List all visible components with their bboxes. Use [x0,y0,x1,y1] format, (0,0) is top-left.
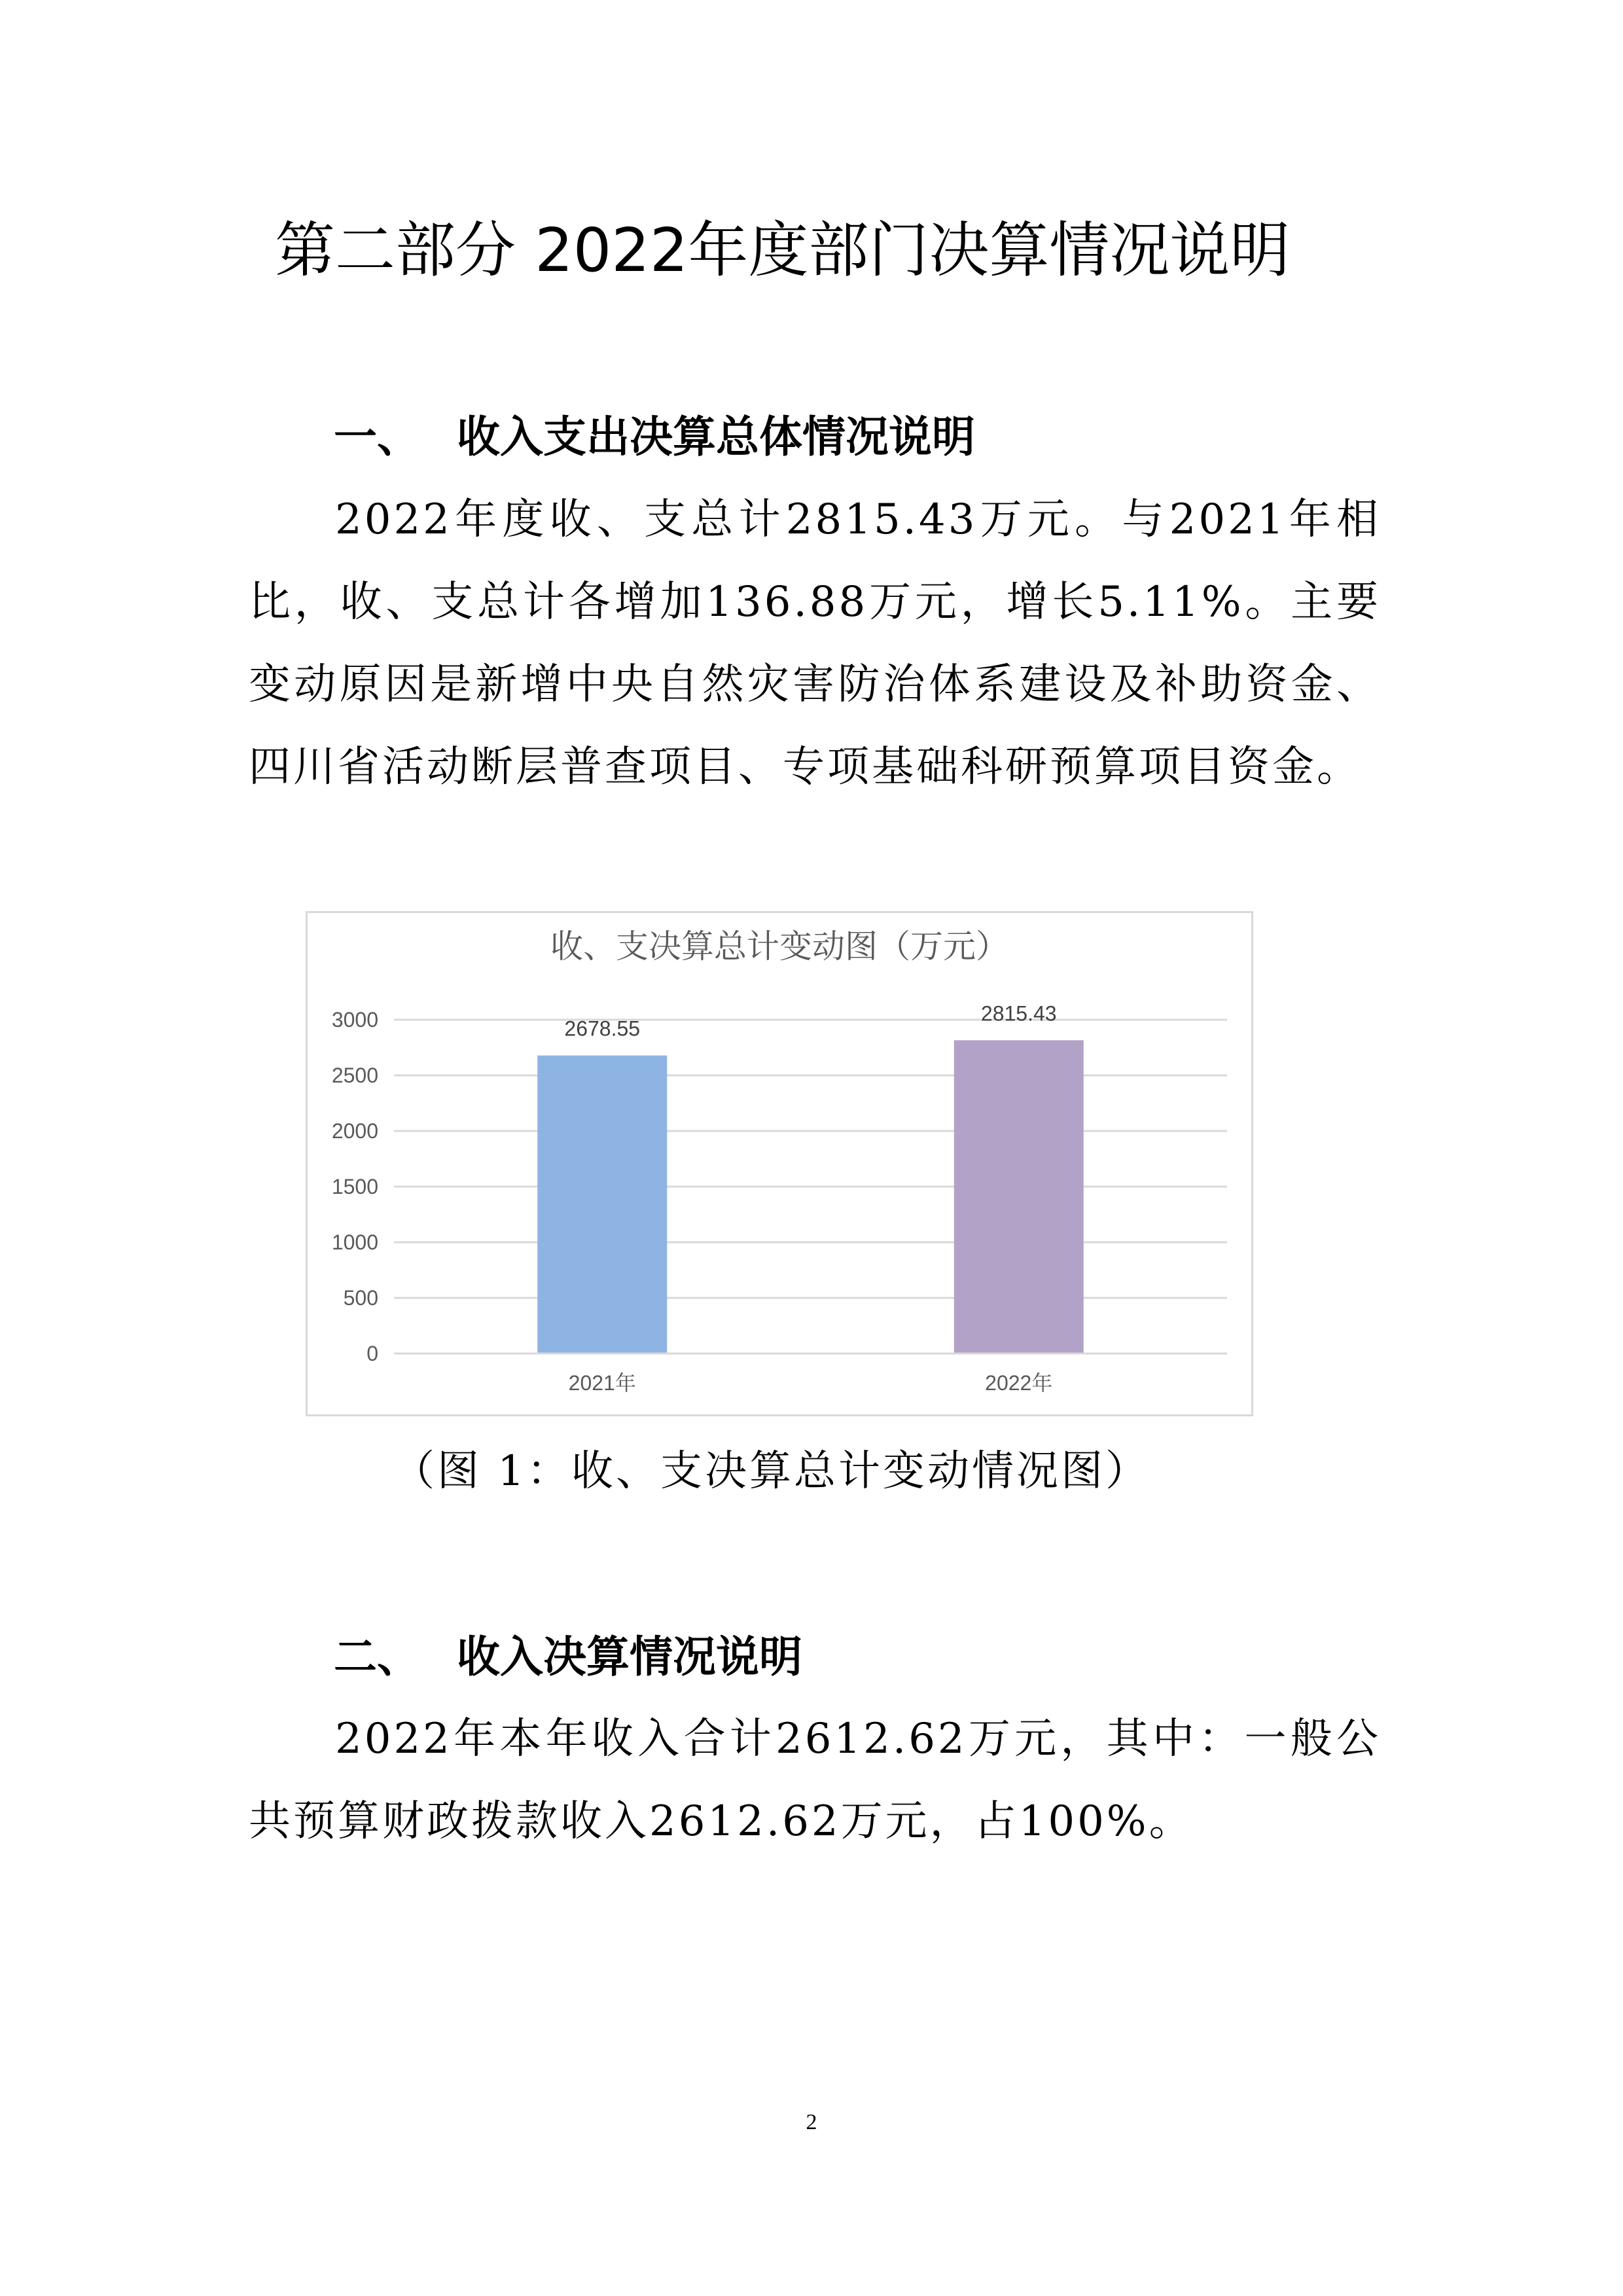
y-tick-label: 500 [343,1286,378,1310]
section-heading-2-text: 收入决算情况说明 [457,1632,802,1682]
data-label: 2815.43 [980,1001,1057,1026]
bar-1 [537,1056,667,1354]
page-title: 第二部分 2022年度部门决算情况说明 [275,215,1291,285]
section-heading-1-text: 收入支出决算总体情况说明 [457,412,975,462]
bar-chart [308,913,1251,1414]
chart-gridlines [394,1020,1227,1354]
x-tick-label: 2022年 [985,1371,1053,1395]
y-tick-label: 2500 [331,1064,378,1087]
chart-x-axis [569,1371,1053,1395]
y-tick-label: 0 [366,1342,378,1365]
section-1-paragraph: 2022年度收、支总计2815.43万元。与2021年相比，收、支总计各增加136.88万元，增长5.11%。主要变动原因是新增中央自然灾害防治体系建设及补助资金、四川省活动断层普查项目、专项基础科研预算项目资金。 [249,495,1381,791]
page-number: 2 [806,2110,817,2134]
figure-caption: （图 1：收、支决算总计变动情况图） [393,1447,1150,1496]
section-heading-2 [334,1626,802,1689]
chart-data-labels [564,1001,1056,1040]
y-tick-label: 1000 [331,1230,378,1254]
chart-bars [537,1040,1084,1354]
y-tick-label: 2000 [331,1119,378,1143]
chart-container [306,911,1253,1416]
section-2-paragraph: 2022年本年收入合计2612.62万元，其中：一般公共预算财政拨款收入2612.62万元，占100%。 [249,1715,1381,1846]
section-number-1: 一、 [334,412,420,462]
section-heading-1 [334,406,975,469]
y-tick-label: 1500 [331,1175,378,1198]
data-label: 2678.55 [564,1016,641,1041]
x-tick-label: 2021年 [568,1371,636,1395]
section-number-2: 二、 [334,1632,420,1682]
chart-title: 收、支决算总计变动图（万元） [550,927,1008,965]
y-tick-label: 3000 [331,1008,378,1031]
bar-2 [954,1040,1084,1354]
chart-y-axis [332,1008,378,1365]
